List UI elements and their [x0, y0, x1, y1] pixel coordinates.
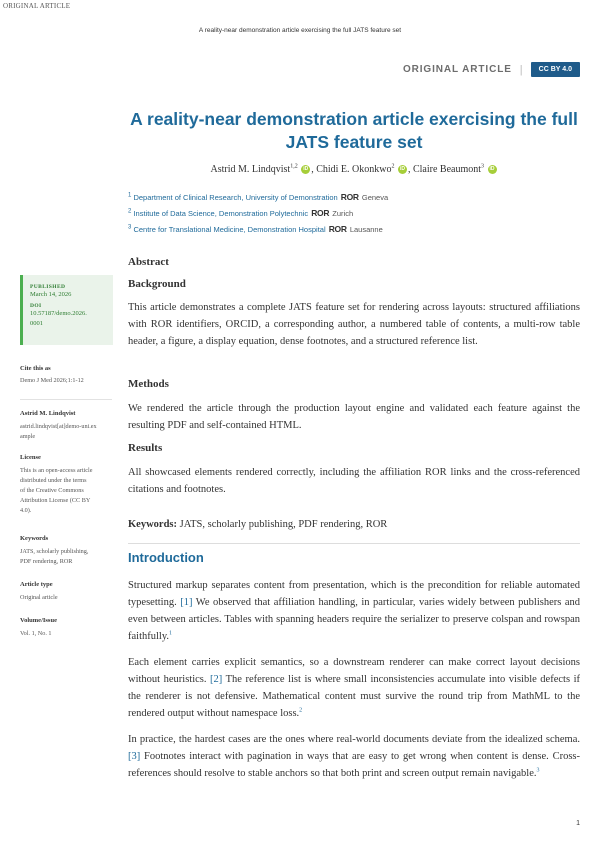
footnote-ref[interactable]: 2: [299, 707, 303, 714]
article-type-text: Original article: [20, 594, 58, 601]
intro-paragraph-2: [128, 654, 580, 722]
type-separator: |: [519, 63, 523, 76]
doi-line-1[interactable]: 10.57187/demo.2026.: [30, 310, 87, 317]
text-run: Structured markup separates content from presentation, which is the precondition for reliable automated typesetting.: [128, 580, 580, 608]
email-line-2[interactable]: ample: [20, 433, 36, 440]
keywords-text: JATS, scholarly publishing, PDF rendering, ROR: [177, 519, 388, 530]
author-sup: 2: [391, 163, 395, 170]
keywords-label: Keywords:: [128, 519, 177, 530]
results-heading: Results: [128, 442, 163, 454]
text-run: The reference list is where small inconsistencies accumulate into visible defects if the renderer is not defensive. Mathematical content must survive the round trip from MathML to the rendered output without namespace loss.: [128, 674, 580, 719]
license-line: 4.0).: [20, 507, 32, 514]
doi-label: DOI: [30, 303, 42, 309]
author-list: Astrid M. Lindqvist$^{1,2}$ iD , Chidi E. Okonkwo$^2$ iD , Claire Beaumont$^3$ iD: [210, 163, 495, 175]
affiliation-num: 2: [128, 208, 132, 215]
ror-icon[interactable]: ROR: [340, 192, 359, 203]
affiliation-link[interactable]: Centre for Translational Medicine, Demonstration Hospital: [133, 225, 326, 234]
corresponding-author: Astrid M. Lindqvist: [20, 410, 76, 417]
abstract-heading: Abstract: [128, 256, 169, 268]
doi-line-2[interactable]: 0001: [30, 320, 43, 327]
article-title: A reality-near demonstration article exercising the full JATS feature set: [130, 109, 578, 152]
citation-link[interactable]: [3]: [128, 751, 141, 762]
volume-text: Vol. 1, No. 1: [20, 630, 52, 637]
footnote-ref[interactable]: 1: [169, 630, 173, 637]
affiliation-1: [128, 193, 588, 203]
text-run: Each element carries explicit semantics, so a downstream renderer can make correct layout decisions without heuristics.: [128, 657, 580, 685]
affiliation-3: [128, 225, 588, 235]
orcid-icon[interactable]: iD: [399, 166, 405, 173]
license-text: [20, 466, 112, 516]
license-badge[interactable]: CC BY 4.0: [531, 62, 580, 77]
affiliation-num: 3: [128, 224, 132, 231]
results-text: All showcased elements rendered correctly, including the affiliation ROR links and the cross-referenced citations and footnotes.: [128, 467, 580, 495]
affiliation-city: Zurich: [332, 209, 354, 218]
background-text: This article demonstrates a complete JATS feature set for rendering across layouts: structured affiliations with ROR identifiers, ORCID, a corresponding author, a numbered table of contents, a multi-row table header, a figure, a display equation, dense footnotes, and a structured reference list.: [128, 302, 580, 347]
author-name[interactable]: Astrid M. Lindqvist: [210, 164, 291, 175]
page-number: 1: [576, 820, 580, 827]
published-box: [20, 275, 113, 345]
sidebar-keywords: [20, 547, 112, 567]
published-label: PUBLISHED: [30, 284, 66, 290]
keywords-line: [128, 516, 580, 533]
affiliation-city: Geneva: [361, 193, 389, 202]
article-type-label: Article type: [20, 581, 53, 588]
author-name[interactable]: Chidi E. Okonkwo: [316, 164, 392, 175]
affiliation-2: [128, 209, 588, 219]
intro-paragraph-3: [128, 731, 580, 782]
intro-paragraph-1: [128, 577, 580, 645]
orcid-icon[interactable]: iD: [303, 166, 309, 173]
citation-link[interactable]: [2]: [210, 674, 223, 685]
corner-label: ORIGINAL ARTICLE: [3, 2, 71, 10]
author-sup: 1,2: [290, 163, 298, 170]
affiliation-link[interactable]: Institute of Data Science, Demonstration Polytechnic: [133, 209, 309, 218]
volume-label: Volume/Issue: [20, 617, 57, 624]
keywords-line: PDF rendering, ROR: [20, 558, 73, 565]
email-line-1[interactable]: astrid.lindqvist[at]demo-uni.ex: [20, 423, 97, 430]
keywords-line: JATS, scholarly publishing,: [20, 548, 89, 555]
text-run: In practice, the hardest cases are the ones where real-world documents deviate from the idealized schema.: [128, 734, 580, 745]
license-line: distributed under the terms: [20, 477, 87, 484]
license-label: License: [20, 454, 41, 461]
article-type-row: [403, 62, 580, 77]
background-heading: Background: [128, 278, 186, 290]
author-name[interactable]: Claire Beaumont: [412, 164, 482, 175]
introduction-heading: Introduction: [128, 550, 204, 565]
corresponding-email[interactable]: [20, 422, 112, 442]
published-date: March 14, 2026: [30, 291, 72, 298]
methods-heading: Methods: [128, 378, 169, 390]
text-run: Footnotes interact with pagination in ways that are easy to get wrong when content is dense. Cross-references should resolve to stable anchors so that both print and screen output remain navigable.: [128, 751, 580, 779]
citation-link[interactable]: [1]: [180, 597, 193, 608]
methods-text: We rendered the article through the production layout engine and validated each feature against the resulting PDF and self-contained HTML.: [128, 403, 580, 431]
article-type: ORIGINAL ARTICLE: [402, 64, 512, 75]
section-divider: [128, 543, 580, 544]
sidebar-divider: [20, 399, 112, 400]
license-line: of the Creative Commons: [20, 487, 84, 494]
orcid-icon[interactable]: iD: [489, 166, 495, 173]
cite-label: Cite this as: [20, 365, 51, 372]
text-run: We observed that affiliation handling, in particular, varies widely between publishers and even between articles. Tables with spanning headers require the serializer to preserve colspan and rowspan faithfully.: [128, 597, 580, 642]
ror-icon[interactable]: ROR: [311, 208, 330, 219]
affiliation-city: Lausanne: [349, 225, 383, 234]
affiliation-num: 1: [128, 192, 132, 199]
affiliation-link[interactable]: Department of Clinical Research, University of Demonstration: [133, 193, 338, 202]
ror-icon[interactable]: ROR: [328, 224, 347, 235]
cite-text: Demo J Med 2026;1:1-12: [20, 377, 84, 384]
license-line: Attribution License (CC BY: [20, 497, 91, 504]
license-line: This is an open-access article: [20, 467, 93, 474]
author-sup: 3: [481, 163, 485, 170]
footnote-ref[interactable]: 3: [536, 767, 540, 774]
sidebar-keywords-label: Keywords: [20, 535, 49, 542]
running-head: A reality-near demonstration article exercising the full JATS feature set: [198, 27, 402, 34]
